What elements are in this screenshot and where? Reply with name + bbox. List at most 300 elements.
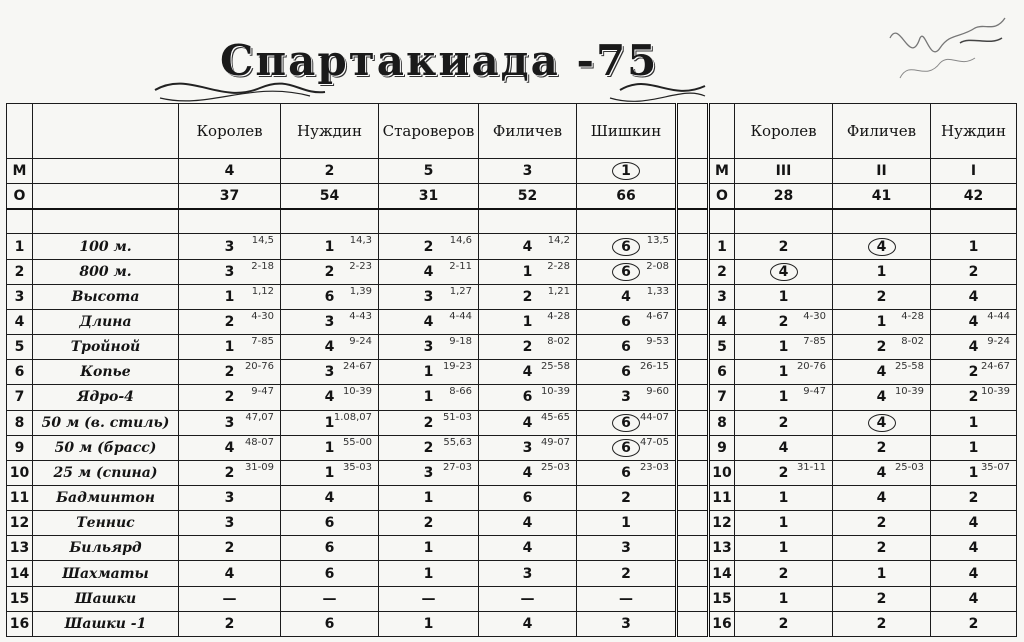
place-value-right: 2 [968, 364, 979, 381]
table-row [7, 234, 1017, 259]
result-cell-right [931, 435, 1017, 460]
header-corner [7, 104, 33, 159]
blank-cell [709, 209, 735, 234]
row-number-right: 14 [709, 561, 735, 586]
place-value-right: 1 [876, 314, 887, 330]
summary-cell [479, 159, 577, 184]
event-name: Бадминтон [33, 486, 179, 511]
result-value: 14,3 [349, 235, 372, 247]
place-value: 6 [621, 364, 631, 381]
place-value: 3 [224, 263, 235, 280]
row-number: 2 [7, 259, 33, 284]
row-number: 10 [7, 460, 33, 485]
result-cell-right [931, 511, 1017, 536]
place-value: 1 [324, 238, 335, 255]
result-cell [179, 611, 281, 636]
result-cell-right [833, 561, 931, 586]
place-value-right: 4 [968, 314, 979, 330]
row-number-right: 6 [709, 360, 735, 385]
table-row [7, 410, 1017, 435]
place-value-right: 2 [876, 515, 887, 532]
result-value: 14,5 [251, 235, 274, 247]
result-value: 4-28 [547, 310, 570, 322]
row-number: 7 [7, 385, 33, 410]
row-number-right: 16 [709, 611, 735, 636]
table-row [7, 435, 1017, 460]
place-value: — [322, 590, 337, 607]
summary-value: 1 [612, 162, 640, 180]
blank-cell [179, 209, 281, 234]
result-value: 8-66 [449, 386, 472, 398]
row-number: 3 [7, 284, 33, 309]
result-cell [179, 259, 281, 284]
place-value-right: 4 [876, 464, 887, 481]
result-cell [577, 561, 677, 586]
row-number: 15 [7, 586, 33, 611]
result-cell [281, 259, 379, 284]
row-number-right: 12 [709, 511, 735, 536]
place-value: 4 [522, 364, 533, 381]
result-cell [479, 335, 577, 360]
result-value: 23-03 [639, 461, 669, 473]
place-value-right: 4 [876, 364, 887, 381]
result-cell [281, 460, 379, 485]
result-cell-right [833, 360, 931, 385]
summary-label-right: О [709, 184, 735, 210]
result-cell-right [735, 561, 833, 586]
result-cell [379, 536, 479, 561]
place-value: 2 [423, 414, 434, 431]
place-value-right: 2 [968, 490, 979, 507]
place-value: 1 [423, 615, 434, 632]
result-cell-right [833, 385, 931, 410]
place-value-right: 2 [876, 439, 887, 456]
table-row [7, 360, 1017, 385]
summary-value: 52 [517, 188, 538, 205]
place-value: 2 [224, 615, 235, 632]
result-cell-right [735, 460, 833, 485]
summary-value-right: II [876, 163, 887, 180]
summary-cell-right [931, 184, 1017, 210]
place-value: 3 [423, 288, 434, 305]
place-value: 3 [423, 339, 434, 356]
result-value-right: 25-03 [894, 461, 924, 473]
summary-blank [33, 159, 179, 184]
result-cell [281, 511, 379, 536]
place-value-right: 2 [778, 314, 789, 330]
place-value: 4 [423, 263, 434, 280]
result-value: 35-03 [342, 461, 372, 473]
place-value-right: 1 [968, 439, 979, 456]
result-value-right: 9-47 [803, 386, 826, 398]
place-value: 2 [324, 263, 335, 280]
result-cell-right [931, 561, 1017, 586]
result-cell [379, 284, 479, 309]
place-value-right: 1 [778, 590, 789, 607]
result-cell [479, 611, 577, 636]
row-number-right: 10 [709, 460, 735, 485]
place-value: 6 [612, 439, 640, 457]
blank-cell [833, 209, 931, 234]
col-header: Филичев [479, 104, 577, 159]
place-value: 6 [522, 389, 533, 406]
result-cell [379, 511, 479, 536]
column-gap [677, 184, 709, 210]
place-value-right: 2 [876, 540, 887, 557]
title-area [150, 30, 710, 100]
place-value-right: 4 [868, 238, 896, 256]
place-value: 6 [324, 615, 335, 632]
summary-cell [179, 184, 281, 210]
result-cell-right [931, 385, 1017, 410]
row-number-right: 5 [709, 335, 735, 360]
result-value: 9-18 [449, 336, 472, 348]
blank-cell [479, 209, 577, 234]
place-value-right: 4 [876, 389, 887, 406]
result-cell-right [833, 611, 931, 636]
result-value: 14,6 [449, 235, 472, 247]
result-cell [479, 309, 577, 334]
result-value: 31-09 [244, 461, 274, 473]
event-name: 50 м (брасс) [33, 435, 179, 460]
result-cell [577, 611, 677, 636]
result-cell-right [833, 435, 931, 460]
result-value: 55,63 [443, 436, 472, 448]
place-value: 6 [324, 288, 335, 305]
place-value-right: 1 [968, 414, 979, 431]
place-value: 2 [224, 389, 235, 406]
table-row [7, 460, 1017, 485]
place-value: 3 [224, 515, 235, 532]
result-cell [179, 335, 281, 360]
result-cell [379, 486, 479, 511]
place-value-right: 4 [968, 590, 979, 607]
place-value: 6 [324, 565, 335, 582]
result-cell [179, 486, 281, 511]
result-value-right: 20-76 [796, 361, 826, 373]
result-cell-right [833, 234, 931, 259]
result-cell [281, 561, 379, 586]
summary-cell [281, 159, 379, 184]
result-cell [479, 234, 577, 259]
summary-cell [179, 159, 281, 184]
place-value: 3 [522, 565, 533, 582]
result-value-right: 8-02 [901, 336, 924, 348]
summary-value: 5 [423, 163, 434, 180]
place-value: 1 [423, 565, 434, 582]
row-number: 12 [7, 511, 33, 536]
place-value-right: 1 [876, 263, 887, 280]
result-cell [577, 234, 677, 259]
table-row [7, 335, 1017, 360]
column-gap [677, 309, 709, 334]
place-value: 3 [324, 364, 335, 381]
place-value-right: 2 [778, 238, 789, 255]
result-cell [479, 460, 577, 485]
result-value-right: 31-11 [796, 461, 826, 473]
result-value: 47,07 [245, 411, 274, 423]
event-name: Копье [33, 360, 179, 385]
result-value: 19-23 [442, 361, 472, 373]
result-value: 4-30 [251, 310, 274, 322]
result-cell-right [833, 309, 931, 334]
summary-cell [479, 184, 577, 210]
result-cell-right [931, 335, 1017, 360]
result-value: 1,12 [251, 285, 274, 297]
result-cell-right [735, 435, 833, 460]
result-cell-right [931, 410, 1017, 435]
place-value-right: 4 [968, 540, 979, 557]
place-value: 6 [621, 339, 631, 356]
event-name: 100 м. [33, 234, 179, 259]
result-value: 51-03 [442, 411, 472, 423]
result-cell [179, 309, 281, 334]
column-gap [677, 536, 709, 561]
column-gap [677, 486, 709, 511]
header-event [33, 104, 179, 159]
result-cell [179, 284, 281, 309]
result-cell [577, 335, 677, 360]
place-value: 6 [612, 263, 640, 281]
result-value: 4-44 [449, 310, 472, 322]
column-gap [677, 611, 709, 636]
result-cell [577, 536, 677, 561]
result-cell [179, 586, 281, 611]
event-name: Тройной [33, 335, 179, 360]
result-value: 13,5 [646, 235, 669, 247]
table-row [7, 486, 1017, 511]
column-gap [677, 561, 709, 586]
column-gap [677, 284, 709, 309]
result-cell [281, 284, 379, 309]
result-cell [379, 561, 479, 586]
result-cell-right [735, 586, 833, 611]
place-value: 4 [423, 314, 434, 330]
result-cell [479, 284, 577, 309]
result-value: 27-03 [442, 461, 472, 473]
place-value: 1 [522, 314, 533, 330]
result-value: 2-23 [349, 260, 372, 272]
result-cell [379, 360, 479, 385]
place-value-right: 2 [778, 464, 789, 481]
row-number-right: 7 [709, 385, 735, 410]
result-value: 47-05 [639, 436, 669, 448]
place-value-right: 1 [778, 364, 789, 381]
place-value: 3 [621, 615, 631, 632]
place-value: 4 [324, 339, 335, 356]
row-number: 14 [7, 561, 33, 586]
place-value: 6 [621, 314, 631, 330]
row-number-right: 15 [709, 586, 735, 611]
result-cell-right [931, 284, 1017, 309]
result-cell [179, 410, 281, 435]
result-cell-right [931, 611, 1017, 636]
summary-label: О [7, 184, 33, 210]
result-value: 49-07 [540, 436, 570, 448]
place-value: 4 [522, 540, 533, 557]
place-value: 1 [522, 263, 533, 280]
place-value: 1 [423, 364, 434, 381]
result-cell-right [931, 586, 1017, 611]
summary-value: 3 [522, 163, 533, 180]
place-value-right: 2 [778, 414, 789, 431]
place-value-right: 2 [876, 288, 887, 305]
result-cell [281, 611, 379, 636]
result-value: 1,21 [547, 285, 570, 297]
result-cell [577, 486, 677, 511]
row-number-right: 8 [709, 410, 735, 435]
place-value-right: 4 [968, 288, 979, 305]
result-cell-right [735, 486, 833, 511]
result-cell [577, 410, 677, 435]
row-number-right: 11 [709, 486, 735, 511]
place-value: 6 [324, 540, 335, 557]
place-value-right: 1 [876, 565, 887, 582]
summary-value: 4 [224, 163, 235, 180]
column-gap [677, 360, 709, 385]
result-cell-right [931, 234, 1017, 259]
result-value-right: 9-24 [987, 336, 1010, 348]
table-row [7, 259, 1017, 284]
event-name: 25 м (спина) [33, 460, 179, 485]
result-value-right: 10-39 [980, 386, 1010, 398]
column-gap [677, 385, 709, 410]
result-cell [379, 586, 479, 611]
place-value: 3 [621, 540, 631, 557]
place-value: 6 [522, 490, 533, 507]
column-gap [677, 259, 709, 284]
result-cell-right [735, 360, 833, 385]
result-cell [179, 385, 281, 410]
place-value: 2 [224, 464, 235, 481]
result-value: 9-60 [646, 386, 669, 398]
row-number-right: 2 [709, 259, 735, 284]
result-cell [179, 460, 281, 485]
place-value: 2 [621, 565, 631, 582]
column-gap [677, 159, 709, 184]
summary-label: М [7, 159, 33, 184]
result-value: 55-00 [342, 436, 372, 448]
result-cell [379, 611, 479, 636]
place-value: 1 [324, 464, 335, 481]
place-value: 1 [224, 288, 235, 305]
place-value: 1 [423, 490, 434, 507]
summary-value: 54 [319, 188, 340, 205]
place-value: 6 [612, 414, 640, 432]
result-value: 26-15 [639, 361, 669, 373]
column-gap [677, 335, 709, 360]
result-cell-right [833, 486, 931, 511]
result-cell [379, 259, 479, 284]
event-name: Шашки -1 [33, 611, 179, 636]
header-row [7, 104, 1017, 159]
result-value: 25-03 [540, 461, 570, 473]
place-value-right: 4 [868, 414, 896, 432]
result-cell-right [833, 284, 931, 309]
result-cell [281, 234, 379, 259]
row-number: 6 [7, 360, 33, 385]
table-row [7, 536, 1017, 561]
result-cell-right [833, 511, 931, 536]
row-number-right: 1 [709, 234, 735, 259]
row-number: 4 [7, 309, 33, 334]
summary-cell [379, 184, 479, 210]
column-gap [677, 435, 709, 460]
place-value: 1 [423, 540, 434, 557]
blank-cell [7, 209, 33, 234]
table-row [7, 284, 1017, 309]
place-value: — [619, 590, 633, 607]
table-row [7, 385, 1017, 410]
place-value: 1 [324, 439, 335, 456]
result-value: 7-85 [251, 336, 274, 348]
place-value-right: 2 [778, 615, 789, 632]
result-cell [479, 511, 577, 536]
place-value: 3 [224, 238, 235, 255]
summary-cell [577, 184, 677, 210]
handwritten-signature-icon [880, 8, 1010, 88]
result-value: 14,2 [547, 235, 570, 247]
table-row [7, 309, 1017, 334]
row-number-right: 3 [709, 284, 735, 309]
table-row [7, 611, 1017, 636]
result-cell [281, 385, 379, 410]
table-row [7, 586, 1017, 611]
result-cell-right [931, 536, 1017, 561]
result-cell [379, 335, 479, 360]
result-cell [179, 561, 281, 586]
col-header: Шишкин [577, 104, 677, 159]
result-cell-right [735, 536, 833, 561]
place-value: 4 [522, 515, 533, 532]
result-cell [379, 435, 479, 460]
result-value-right: 25-58 [894, 361, 924, 373]
result-cell [281, 536, 379, 561]
result-value: 9-53 [646, 336, 669, 348]
place-value-right: 4 [968, 515, 979, 532]
summary-row [7, 159, 1017, 184]
result-cell [179, 511, 281, 536]
result-cell [281, 486, 379, 511]
result-value: 44-07 [639, 411, 669, 423]
row-number: 1 [7, 234, 33, 259]
summary-cell-right [833, 184, 931, 210]
summary-value: 2 [324, 163, 335, 180]
event-name: Бильярд [33, 536, 179, 561]
table-row [7, 511, 1017, 536]
result-cell-right [931, 486, 1017, 511]
result-cell-right [833, 259, 931, 284]
result-value: 10-39 [540, 386, 570, 398]
place-value-right: 1 [968, 238, 979, 255]
column-gap [677, 234, 709, 259]
summary-cell-right [931, 159, 1017, 184]
summary-blank [33, 184, 179, 210]
summary-cell [281, 184, 379, 210]
blank-cell [379, 209, 479, 234]
result-cell [479, 259, 577, 284]
result-cell [479, 360, 577, 385]
row-number-right: 13 [709, 536, 735, 561]
result-cell [577, 309, 677, 334]
place-value: 1 [621, 515, 631, 532]
result-value: 4-43 [349, 310, 372, 322]
summary-value-right: 41 [871, 188, 892, 205]
result-value: 10-39 [342, 386, 372, 398]
place-value: 2 [621, 490, 631, 507]
place-value: 2 [224, 314, 235, 330]
result-cell [281, 360, 379, 385]
